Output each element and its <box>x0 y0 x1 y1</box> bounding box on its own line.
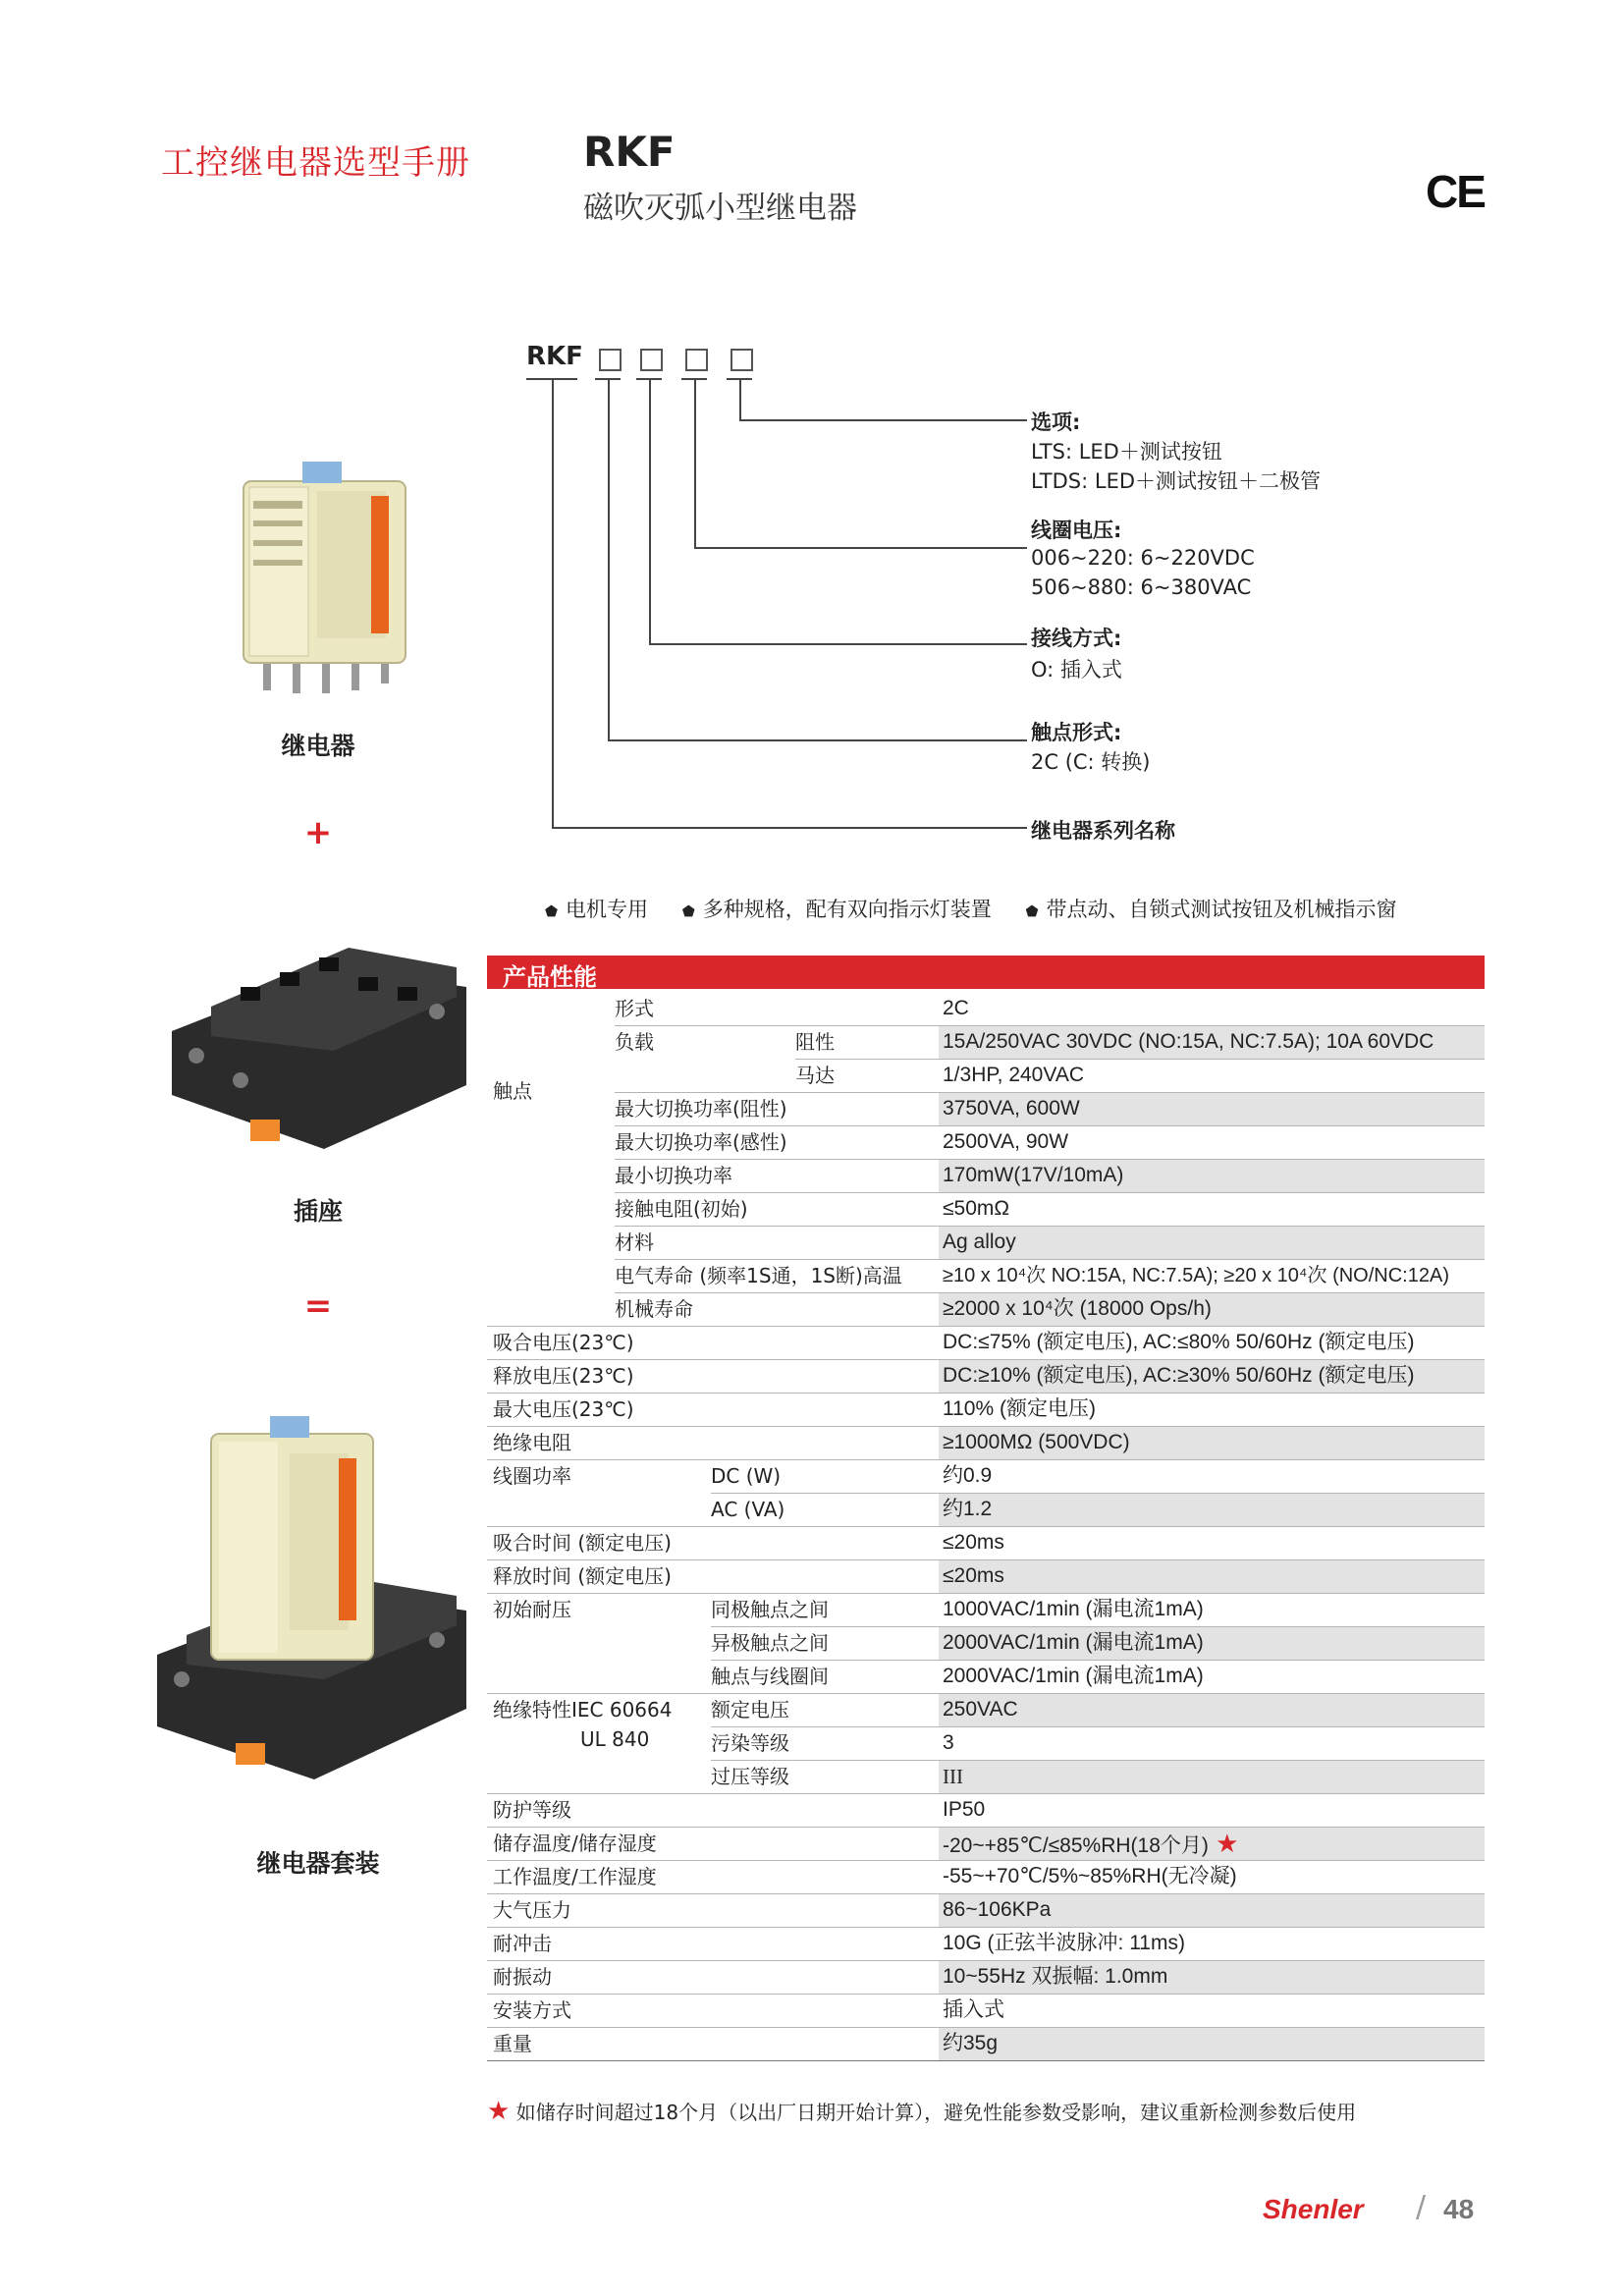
star-icon: ★ <box>1208 1829 1239 1858</box>
row-divider <box>487 1459 1485 1460</box>
spec-label: 污染等级 <box>711 1731 789 1755</box>
row-divider <box>487 2027 1485 2028</box>
group-label-insulation-ul: UL 840 <box>580 1727 650 1751</box>
row-divider <box>711 1626 1485 1627</box>
spec-label: 耐冲击 <box>493 1932 552 1955</box>
spec-value: -20~+85℃/≤85%RH(18个月) <box>943 1834 1209 1857</box>
row-divider <box>487 1693 1485 1694</box>
spec-value: 250VAC <box>943 1698 1018 1721</box>
model-subtitle: 磁吹灭弧小型继电器 <box>583 191 857 226</box>
relay-kit-label: 继电器套装 <box>256 1849 380 1878</box>
spec-value: 约0.9 <box>943 1464 993 1487</box>
spec-label: 过压等级 <box>711 1765 789 1788</box>
star-icon: ★ <box>487 2097 511 2126</box>
row-divider <box>487 1827 1485 1828</box>
spec-label: 吸合时间 (额定电压) <box>493 1531 672 1555</box>
spec-value: 170mW(17V/10mA) <box>943 1164 1124 1186</box>
feature-list <box>545 894 1425 923</box>
code-box-voltage <box>685 349 708 371</box>
row-shade <box>939 1226 1485 1259</box>
spec-label: 电气寿命 (频率1S通，1S断)高温 <box>615 1264 902 1287</box>
row-divider <box>615 1159 1485 1160</box>
feature-item: 多种规格，配有双向指示灯装置 <box>702 898 992 921</box>
code-box-contact <box>599 349 622 371</box>
spec-value: ≥1000MΩ (500VDC) <box>943 1431 1130 1453</box>
row-divider <box>615 1025 1485 1026</box>
spec-label: 异极触点之间 <box>711 1631 829 1655</box>
footnote <box>487 2097 1356 2126</box>
row-divider <box>795 1059 1485 1060</box>
spec-label: 储存温度/储存湿度 <box>493 1831 657 1855</box>
spec-label: 防护等级 <box>493 1798 571 1822</box>
spec-section-title: 产品性能 <box>503 963 597 991</box>
spec-label: 工作温度/工作湿度 <box>493 1865 657 1888</box>
spec-label: 触点与线圈间 <box>711 1665 829 1688</box>
spec-value: 10~55Hz 双振幅: 1.0mm <box>943 1965 1168 1988</box>
spec-label: 绝缘电阻 <box>493 1431 571 1454</box>
spec-value: ≤50mΩ <box>943 1197 1010 1220</box>
plus-sign: + <box>303 813 333 852</box>
footnote-text: 如储存时间超过18个月（以出厂日期开始计算），避免性能参数受影响，建议重新检测参数后使用 <box>515 2101 1357 2124</box>
group-label-coil-power: 线圈功率 <box>493 1464 571 1488</box>
row-divider <box>487 1960 1485 1961</box>
row-divider <box>615 1292 1485 1293</box>
wiring-title: 接线方式: <box>1031 627 1122 650</box>
spec-label: 最大电压(23℃) <box>493 1397 634 1421</box>
spec-value: Ag alloy <box>943 1230 1016 1253</box>
group-label-insulation: 绝缘特性IEC 60664 <box>493 1698 673 1722</box>
row-divider <box>711 1660 1485 1661</box>
row-divider <box>487 1860 1485 1861</box>
catalog-title: 工控继电器选型手册 <box>161 143 470 183</box>
spec-value: 2500VA, 90W <box>943 1130 1069 1153</box>
spec-label: 形式 <box>615 997 654 1020</box>
spec-label: 重量 <box>493 2032 532 2055</box>
spec-value: 2000VAC/1min (漏电流1mA) <box>943 1631 1204 1654</box>
spec-value: 110% (额定电压) <box>943 1397 1096 1420</box>
row-divider <box>711 1726 1485 1727</box>
spec-label: 释放电压(23℃) <box>493 1364 634 1388</box>
bullet-icon: ⬟ <box>1025 902 1039 920</box>
code-box-wiring <box>640 349 663 371</box>
coil-voltage-line: 006~220: 6~220VDC <box>1031 546 1255 570</box>
spec-value: 1/3HP, 240VAC <box>943 1064 1084 1086</box>
spec-label: 最小切换功率 <box>615 1164 732 1187</box>
spec-label: 材料 <box>615 1230 654 1254</box>
spec-value: ≥2000 x 10⁴次 (18000 Ops/h) <box>943 1297 1212 1320</box>
code-box-option <box>730 349 753 371</box>
brand-logo: Shenler <box>1263 2194 1364 2224</box>
feature-item: 带点动、自锁式测试按钮及机械指示窗 <box>1046 898 1397 921</box>
spec-value: 3 <box>943 1731 954 1754</box>
row-shade <box>939 1760 1485 1793</box>
row-shade <box>939 1559 1485 1593</box>
spec-sublabel: 马达 <box>795 1064 835 1087</box>
spec-value: III <box>943 1765 963 1788</box>
series-name-title: 继电器系列名称 <box>1031 819 1175 843</box>
spec-sublabel: 阻性 <box>795 1030 835 1054</box>
spec-label: AC (VA) <box>711 1498 785 1521</box>
spec-label: 安装方式 <box>493 1998 571 2022</box>
spec-label: 同极触点之间 <box>711 1598 829 1621</box>
spec-value: 2000VAC/1min (漏电流1mA) <box>943 1665 1204 1687</box>
spec-label: 释放时间 (额定电压) <box>493 1564 672 1588</box>
row-divider <box>711 1760 1485 1761</box>
spec-label: 大气压力 <box>493 1898 571 1922</box>
row-divider <box>615 1092 1485 1093</box>
coil-voltage-title: 线圈电压: <box>1031 519 1122 542</box>
feature-item: 电机专用 <box>566 898 649 921</box>
model-name: RKF <box>583 128 676 176</box>
row-shade <box>939 1693 1485 1726</box>
spec-value: ≤20ms <box>943 1564 1004 1587</box>
row-divider <box>487 1559 1485 1560</box>
spec-value: IP50 <box>943 1798 986 1821</box>
spec-value: 1000VAC/1min (漏电流1mA) <box>943 1598 1204 1620</box>
spec-label: 负载 <box>615 1030 654 1054</box>
spec-label: 额定电压 <box>711 1698 789 1722</box>
wiring-line: O: 插入式 <box>1031 658 1122 682</box>
option-title: 选项: <box>1031 410 1081 434</box>
page-number: 48 <box>1443 2194 1475 2224</box>
bullet-icon: ⬟ <box>681 902 695 920</box>
row-divider <box>487 1994 1485 1995</box>
socket-image <box>152 928 486 1149</box>
spec-label: DC (W) <box>711 1464 782 1488</box>
spec-value-with-star <box>943 1827 1238 1863</box>
spec-label: 耐振动 <box>493 1965 552 1989</box>
row-divider <box>487 1927 1485 1928</box>
group-label-dielectric: 初始耐压 <box>493 1598 571 1621</box>
row-shade <box>939 1493 1485 1526</box>
spec-value: 3750VA, 600W <box>943 1097 1080 1120</box>
row-shade <box>939 2027 1485 2060</box>
row-divider <box>487 1793 1485 1794</box>
relay-label: 继电器 <box>281 732 355 760</box>
group-label-contact: 触点 <box>493 1079 532 1103</box>
socket-label: 插座 <box>293 1197 343 1226</box>
table-bottom-rule <box>487 2060 1485 2061</box>
spec-value: ≥10 x 10⁴次 NO:15A, NC:7.5A); ≥20 x 10⁴次 (NO/NC:12A) <box>943 1265 1449 1286</box>
coil-voltage-line: 506~880: 6~380VAC <box>1031 575 1252 599</box>
code-prefix: RKF <box>526 342 583 371</box>
spec-value: DC:≥10% (额定电压), AC:≥30% 50/60Hz (额定电压) <box>943 1364 1415 1387</box>
spec-value: 86~106KPa <box>943 1898 1052 1921</box>
spec-label: 机械寿命 <box>615 1297 693 1321</box>
row-divider <box>615 1226 1485 1227</box>
row-divider <box>615 1259 1485 1260</box>
ce-mark: CE <box>1426 166 1485 217</box>
spec-label: 吸合电压(23℃) <box>493 1331 634 1354</box>
spec-value: 10G (正弦半波脉冲: 11ms) <box>943 1932 1185 1954</box>
row-divider <box>615 1125 1485 1126</box>
option-line: LTDS: LED＋测试按钮＋二极管 <box>1031 469 1322 493</box>
row-divider <box>487 1426 1485 1427</box>
option-line: LTS: LED＋测试按钮 <box>1031 440 1222 464</box>
row-divider <box>615 1192 1485 1193</box>
row-divider <box>487 1526 1485 1527</box>
row-divider <box>487 1359 1485 1360</box>
spec-value: DC:≤75% (额定电压), AC:≤80% 50/60Hz (额定电压) <box>943 1331 1415 1353</box>
spec-value: 约1.2 <box>943 1498 993 1520</box>
spec-value: 插入式 <box>943 1998 1004 2021</box>
contact-form-title: 触点形式: <box>1031 721 1122 744</box>
spec-label: 接触电阻(初始) <box>615 1197 748 1221</box>
row-divider <box>487 1593 1485 1594</box>
spec-label: 最大切换功率(感性) <box>615 1130 787 1154</box>
equals-sign: = <box>303 1286 333 1326</box>
contact-form-line: 2C (C: 转换) <box>1031 750 1151 774</box>
spec-value: 约35g <box>943 2032 999 2054</box>
spec-value: -55~+70℃/5%~85%RH(无冷凝) <box>943 1865 1237 1887</box>
row-divider <box>487 1326 1485 1327</box>
spec-label: 最大切换功率(阻性) <box>615 1097 787 1121</box>
spec-value: ≤20ms <box>943 1531 1004 1554</box>
spec-value: 15A/250VAC 30VDC (NO:15A, NC:7.5A); 10A 60VDC <box>943 1030 1434 1053</box>
spec-section-header <box>487 956 1485 989</box>
footer-separator: / <box>1416 2190 1427 2224</box>
spec-value: 2C <box>943 997 969 1019</box>
relay-image <box>224 452 420 697</box>
row-divider <box>487 1393 1485 1394</box>
row-divider <box>487 1893 1485 1894</box>
row-divider <box>711 1493 1485 1494</box>
relay-kit-image <box>142 1414 481 1782</box>
bullet-icon: ⬟ <box>545 902 559 920</box>
